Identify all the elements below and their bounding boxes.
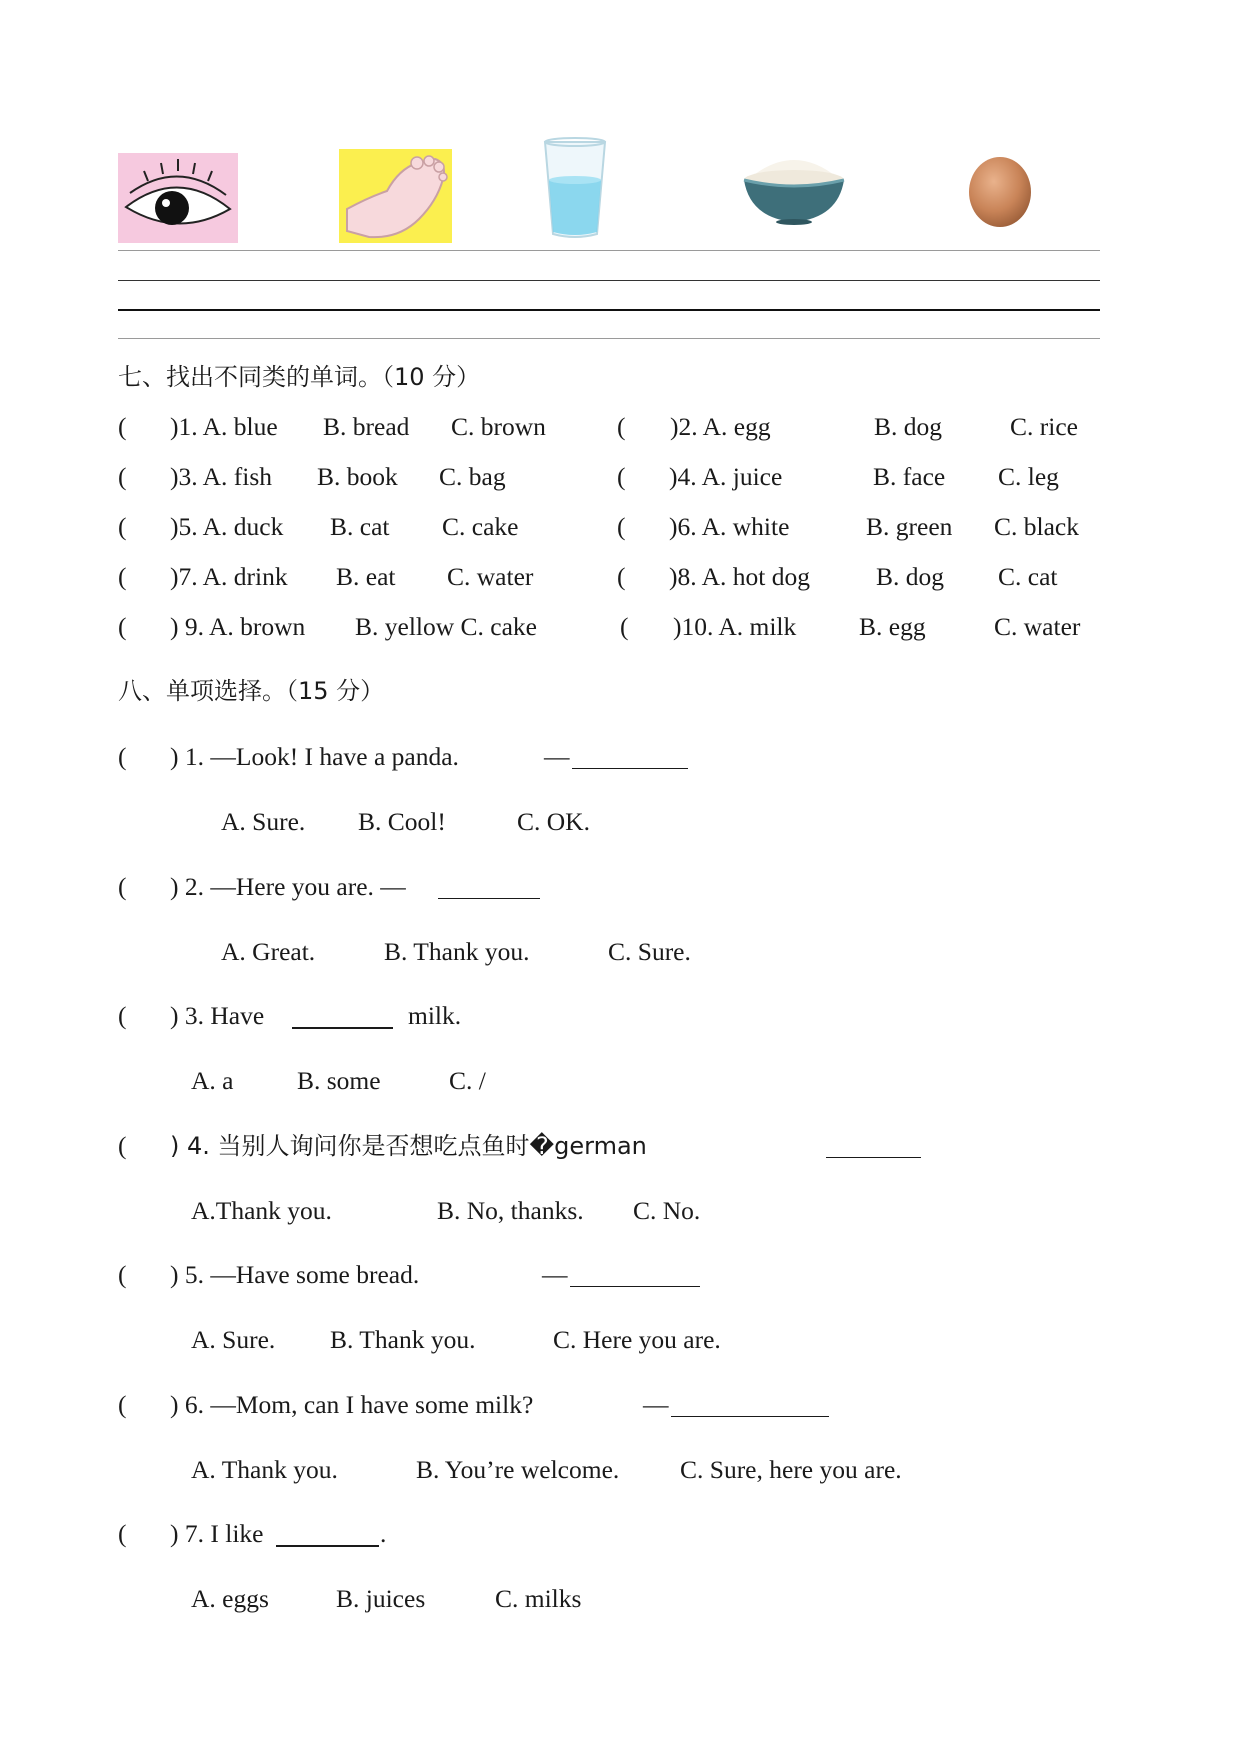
item-8-option-a: )8. A. hot dog (669, 562, 810, 591)
answer-paren: ( (617, 512, 626, 541)
question-5-dash: — (542, 1260, 568, 1289)
question-3: ) 3. Have (170, 1001, 265, 1030)
question-2: ) 2. —Here you are. — (170, 872, 406, 901)
question-6-option-b: B. You’re welcome. (416, 1455, 620, 1484)
item-3-option-b: B. book (317, 462, 398, 491)
item-10-option-c: C. water (994, 612, 1081, 641)
item-1-option-c: C. brown (451, 412, 546, 441)
item-5-option-b: B. cat (330, 512, 390, 541)
question-6-option-a: A. Thank you. (191, 1455, 338, 1484)
question-6: ) 6. —Mom, can I have some milk? (170, 1390, 534, 1419)
item-3-option-a: )3. A. fish (170, 462, 272, 491)
writing-line-3 (118, 309, 1100, 311)
item-6-option-c: C. black (994, 512, 1079, 541)
question-2-blank[interactable] (438, 898, 540, 899)
foot-icon (339, 149, 452, 243)
eye-icon (118, 153, 238, 243)
answer-paren: ( (118, 1131, 127, 1160)
question-4: ) 4. 当别人询问你是否想吃点鱼时�german (170, 1132, 647, 1160)
question-7-blank[interactable] (276, 1545, 379, 1547)
answer-paren: ( (617, 462, 626, 491)
question-1-option-a: A. Sure. (221, 807, 306, 836)
question-6-blank[interactable] (671, 1416, 829, 1417)
question-3-blank[interactable] (292, 1027, 393, 1029)
question-6-option-c: C. Sure, here you are. (680, 1455, 902, 1484)
answer-paren: ( (118, 462, 127, 491)
answer-paren: ( (617, 562, 626, 591)
item-4-option-c: C. leg (998, 462, 1059, 491)
question-1-dash: — (544, 742, 570, 771)
question-3-option-c: C. / (449, 1066, 486, 1095)
question-5-option-a: A. Sure. (191, 1325, 276, 1354)
question-7-option-a: A. eggs (191, 1584, 269, 1613)
egg-picture (967, 154, 1033, 228)
question-2-option-c: C. Sure. (608, 937, 691, 966)
answer-paren: ( (118, 872, 127, 901)
item-4-option-b: B. face (873, 462, 946, 491)
writing-line-1 (118, 250, 1100, 251)
question-4-blank[interactable] (826, 1157, 921, 1158)
item-7-option-b: B. eat (336, 562, 396, 591)
eye-picture (118, 153, 238, 243)
question-1-blank[interactable] (572, 768, 688, 769)
answer-paren: ( (118, 1260, 127, 1289)
item-6-option-b: B. green (866, 512, 953, 541)
item-2-option-a: )2. A. egg (670, 412, 771, 441)
writing-line-4 (118, 338, 1100, 339)
glass-of-water-icon (541, 136, 609, 240)
question-2-option-b: B. Thank you. (384, 937, 530, 966)
section7-heading: 七、找出不同类的单词。（10 分） (118, 363, 481, 391)
question-5-blank[interactable] (570, 1286, 700, 1287)
egg-icon (967, 154, 1033, 228)
item-6-option-a: )6. A. white (669, 512, 790, 541)
item-7-option-a: )7. A. drink (170, 562, 288, 591)
item-5-option-a: )5. A. duck (170, 512, 284, 541)
item-2-option-c: C. rice (1010, 412, 1078, 441)
answer-paren: ( (118, 512, 127, 541)
answer-paren: ( (118, 1519, 127, 1548)
question-6-dash: — (643, 1390, 669, 1419)
question-7-option-b: B. juices (336, 1584, 426, 1613)
answer-paren: ( (118, 612, 127, 641)
question-3-option-a: A. a (191, 1066, 234, 1095)
answer-paren: ( (118, 562, 127, 591)
question-1-option-c: C. OK. (517, 807, 590, 836)
question-7-end: . (380, 1519, 387, 1548)
question-4-option-c: C. No. (633, 1196, 701, 1225)
foot-picture (339, 149, 452, 243)
item-1-option-b: B. bread (323, 412, 410, 441)
item-8-option-b: B. dog (876, 562, 945, 591)
question-1: ) 1. —Look! I have a panda. (170, 742, 459, 771)
answer-paren: ( (620, 612, 629, 641)
item-2-option-b: B. dog (874, 412, 943, 441)
question-5-option-c: C. Here you are. (553, 1325, 721, 1354)
section8-heading: 八、单项选择。（15 分） (118, 677, 385, 705)
question-1-option-b: B. Cool! (358, 807, 446, 836)
question-3-end: milk. (408, 1001, 462, 1030)
answer-paren: ( (118, 1390, 127, 1419)
answer-paren: ( (617, 412, 626, 441)
item-10-option-b: B. egg (859, 612, 926, 641)
question-4-option-b: B. No, thanks. (437, 1196, 584, 1225)
item-1-option-a: )1. A. blue (170, 412, 278, 441)
question-5: ) 5. —Have some bread. (170, 1260, 420, 1289)
item-4-option-a: )4. A. juice (669, 462, 783, 491)
item-3-option-c: C. bag (439, 462, 506, 491)
item-7-option-c: C. water (447, 562, 534, 591)
writing-line-2 (118, 280, 1100, 281)
item-10-option-a: )10. A. milk (673, 612, 797, 641)
bowl-of-rice-icon (740, 146, 848, 226)
answer-paren: ( (118, 412, 127, 441)
question-7-option-c: C. milks (495, 1584, 582, 1613)
question-3-option-b: B. some (297, 1066, 381, 1095)
item-8-option-c: C. cat (998, 562, 1058, 591)
water-glass-picture (541, 136, 609, 240)
question-2-option-a: A. Great. (221, 937, 316, 966)
question-4-option-a: A.Thank you. (191, 1196, 332, 1225)
answer-paren: ( (118, 1001, 127, 1030)
item-9-option-a: ) 9. A. brown (170, 612, 306, 641)
question-7: ) 7. I like (170, 1519, 264, 1548)
item-5-option-c: C. cake (442, 512, 519, 541)
answer-paren: ( (118, 742, 127, 771)
question-5-option-b: B. Thank you. (330, 1325, 476, 1354)
rice-bowl-picture (740, 146, 848, 226)
item-9-option-b: B. yellow C. cake (355, 612, 537, 641)
